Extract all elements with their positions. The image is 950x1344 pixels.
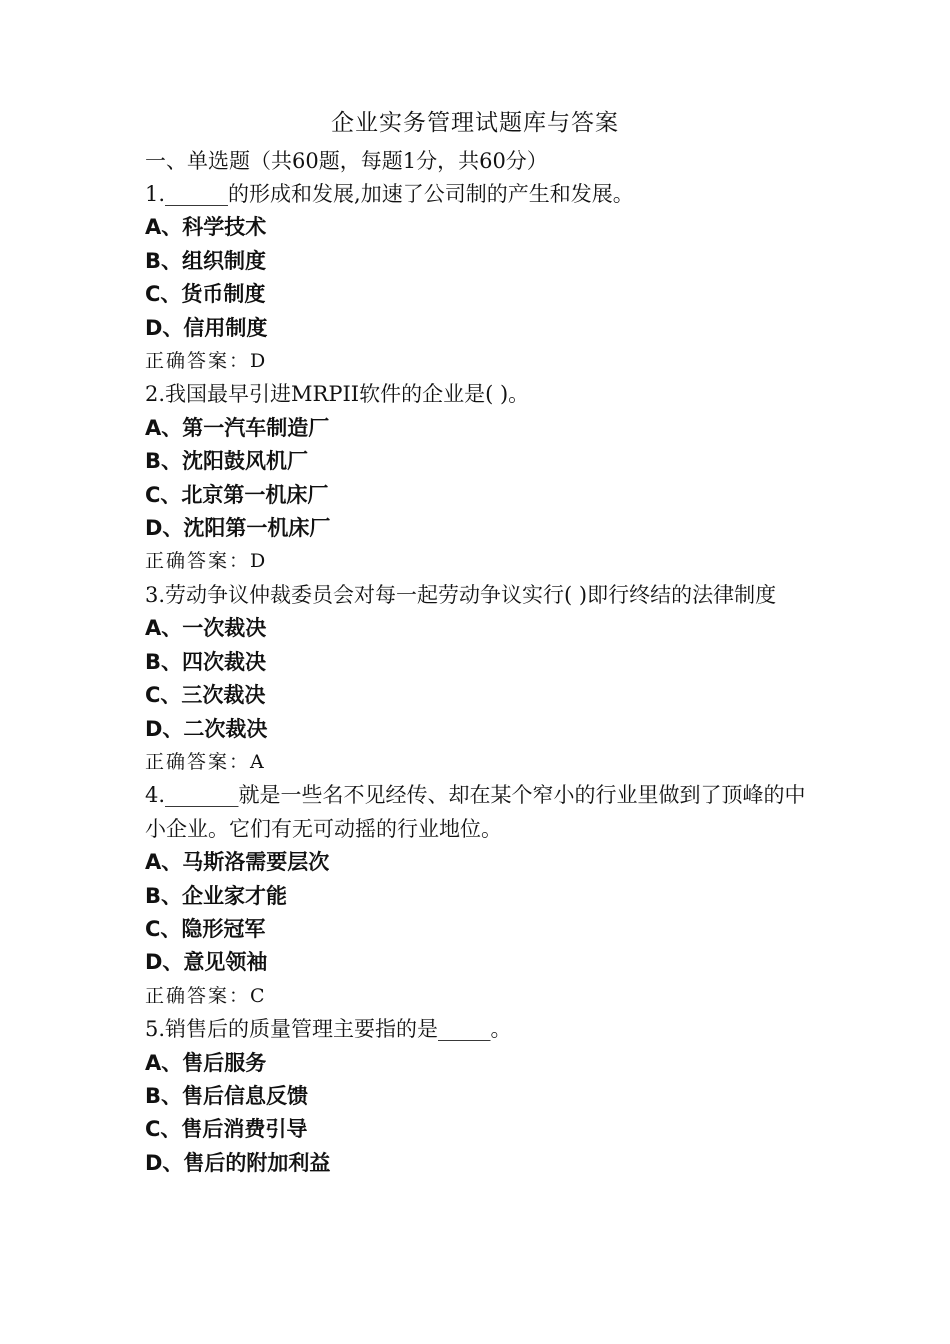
option-c: C、隐形冠军	[145, 916, 266, 941]
option-a: A、科学技术	[145, 215, 267, 240]
question-2	[145, 378, 815, 578]
option-a: A、第一汽车制造厂	[145, 415, 330, 440]
option-c: C、售后消费引导	[145, 1117, 308, 1142]
section-heading: 一、单选题（共60题，每题1分，共60分）	[145, 149, 548, 173]
option-b: B、组织制度	[145, 248, 267, 273]
question-stem: 3.劳动争议仲裁委员会对每一起劳动争议实行( )即行终结的法律制度	[145, 582, 777, 607]
question-stem: 5.销售后的质量管理主要指的是_____。	[145, 1017, 512, 1042]
option-b: B、企业家才能	[145, 883, 288, 908]
option-a: A、马斯洛需要层次	[145, 850, 330, 875]
option-b: B、售后信息反馈	[145, 1083, 309, 1108]
question-stem: 1.______的形成和发展,加速了公司制的产生和发展。	[145, 182, 634, 206]
option-a: A、售后服务	[145, 1050, 267, 1075]
option-d: D、信用制度	[145, 315, 268, 340]
option-d: D、意见领袖	[145, 950, 268, 975]
question-1	[145, 178, 815, 378]
correct-answer: 正确答案：D	[145, 550, 268, 573]
option-b: B、沈阳鼓风机厂	[145, 449, 309, 474]
correct-answer: 正确答案：D	[145, 350, 268, 373]
question-stem: 4._______就是一些名不见经传、却在某个窄小的行业里做到了顶峰的中小企业。它们有无可动摇的行业地位。	[145, 783, 806, 841]
question-5	[145, 1013, 815, 1180]
correct-answer: 正确答案：A	[145, 750, 266, 773]
question-3	[145, 579, 815, 779]
option-a: A、一次裁决	[145, 616, 267, 641]
option-d: D、售后的附加利益	[145, 1150, 331, 1175]
option-c: C、货币制度	[145, 282, 266, 307]
document-title: 企业实务管理试题库与答案	[331, 110, 619, 136]
question-4	[145, 779, 815, 1013]
option-d: D、二次裁决	[145, 716, 268, 741]
option-d: D、沈阳第一机床厂	[145, 516, 331, 541]
option-b: B、四次裁决	[145, 649, 267, 674]
option-c: C、三次裁决	[145, 683, 266, 708]
option-c: C、北京第一机床厂	[145, 482, 329, 507]
correct-answer: 正确答案：C	[145, 984, 267, 1007]
question-stem: 2.我国最早引进MRPII软件的企业是( )。	[145, 382, 530, 407]
document-content	[145, 145, 815, 1180]
